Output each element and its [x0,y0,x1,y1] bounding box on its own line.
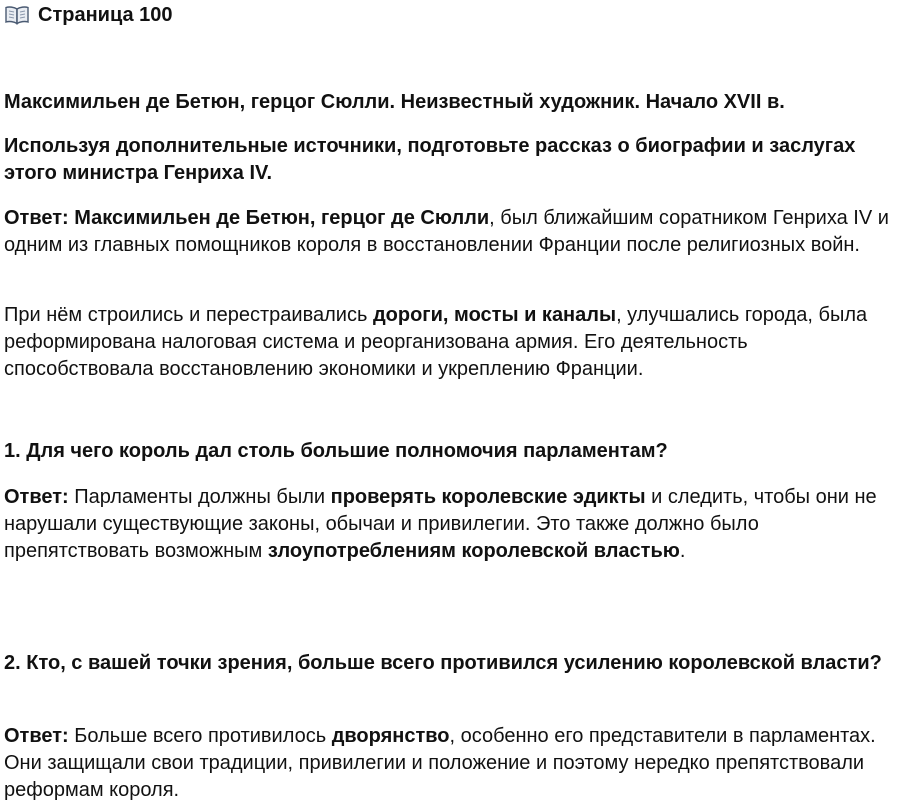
answer-1 [4,484,899,565]
answer-lead: Ответ: Максимильен де Бетюн, герцог де Сюлли [4,207,490,229]
question-2: 2. Кто, с вашей точки зрения, больше всего противился усилению королевской власти? [4,652,882,674]
open-book-icon [4,5,30,25]
answer-text: и следить, чтобы они не нарушали существующие законы, обычаи и привилегии. Это также должно было препятствовать возможным [4,486,877,562]
answer-2 [4,723,899,804]
task-text: Используя дополнительные источники, подготовьте рассказ о биографии и заслугах этого министра Генриха IV. [4,135,856,184]
answer-text: Больше всего противилось [68,725,332,747]
answer-text: . [679,540,686,562]
portrait-caption: Максимильен де Бетюн, герцог Сюлли. Неизвестный художник. Начало XVII в. [4,91,785,113]
answer-text: При нём строились и перестраивались [4,304,373,326]
page-title: Страница 100 [38,3,173,26]
answer-text: , улучшались города, была реформирована налоговая система и реорганизована армия. Его деятельность способствовала восстановлению экономики и укреплению Франции. [4,304,868,380]
answer-highlight: злоупотреблениям королевской властью [267,540,680,562]
page-header [4,2,173,28]
answer-text: Парламенты должны были [68,486,331,508]
answer-paragraph-2 [4,302,899,383]
answer-text: , был ближайшим соратником Генриха IV и одним из главных помощников короля в восстановлении Франции после религиозных войн. [4,207,889,256]
answer-label: Ответ: [4,486,69,508]
answer-label: Ответ: [4,725,69,747]
answer-text: , особенно его представители в парламентах. Они защищали свои традиции, привилегии и положение и поэтому нередко препятствовали реформам короля. [4,725,876,801]
answer-highlight: дворянство [331,725,450,747]
question-1: 1. Для чего король дал столь большие полномочия парламентам? [4,440,668,462]
answer-highlight: дороги, мосты и каналы [372,304,617,326]
answer-highlight: проверять королевские эдикты [330,486,646,508]
answer-paragraph-1 [4,205,899,259]
